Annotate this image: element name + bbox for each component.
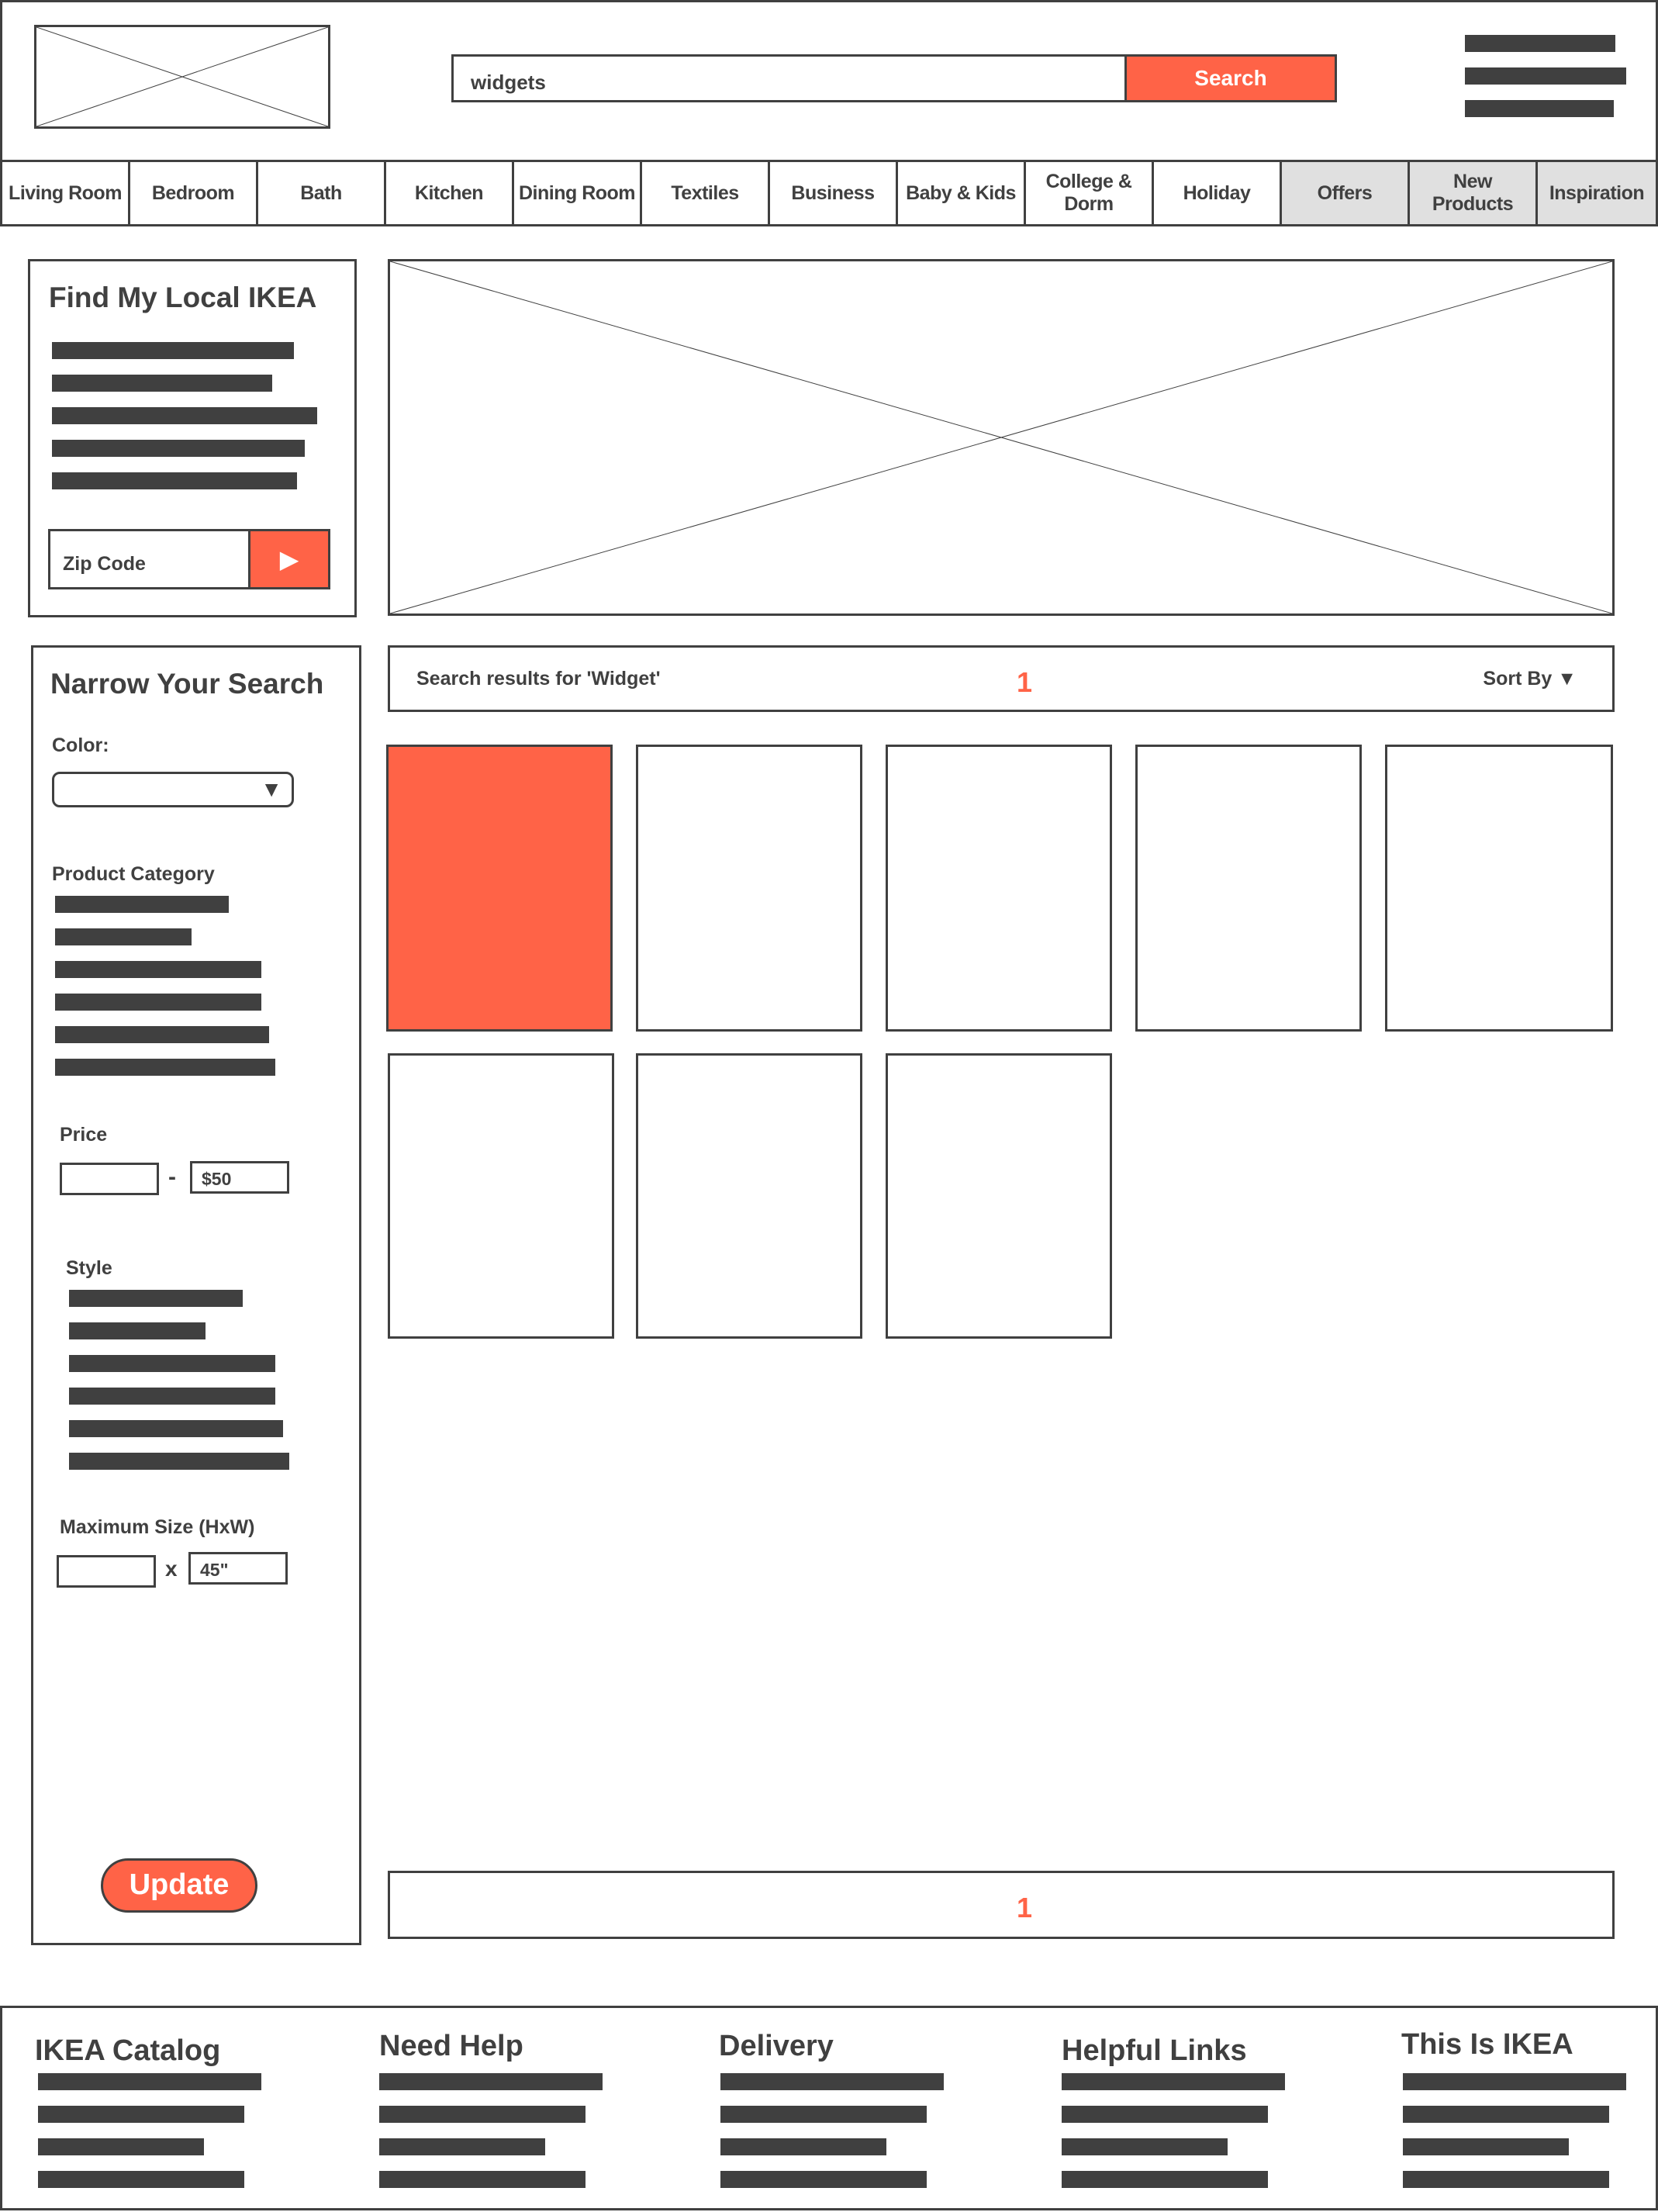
footer-link[interactable]: [379, 2106, 585, 2123]
triangle-down-icon: ▼: [261, 777, 282, 801]
footer-link[interactable]: [1403, 2171, 1609, 2188]
text-line: [52, 440, 305, 457]
footer-link[interactable]: [1062, 2106, 1268, 2123]
style-option[interactable]: [69, 1388, 275, 1405]
footer-title-need-help[interactable]: Need Help: [379, 2030, 523, 2062]
footer-link[interactable]: [379, 2073, 603, 2090]
category-option[interactable]: [55, 961, 261, 978]
product-tile[interactable]: [388, 1053, 614, 1339]
page-number-top[interactable]: 1: [1017, 666, 1033, 698]
size-separator: x: [165, 1557, 178, 1581]
footer-link[interactable]: [1062, 2171, 1268, 2188]
filter-panel: [31, 645, 361, 1945]
category-option[interactable]: [55, 1026, 269, 1043]
zip-code-input[interactable]: Zip Code: [48, 529, 251, 589]
product-category-label: Product Category: [52, 863, 215, 885]
category-option[interactable]: [55, 928, 192, 945]
nav-item-kitchen[interactable]: Kitchen: [386, 162, 514, 224]
update-button[interactable]: Update: [101, 1858, 257, 1913]
nav-item-business[interactable]: Business: [770, 162, 898, 224]
page-number-bottom[interactable]: 1: [1017, 1892, 1033, 1923]
text-line: [52, 407, 317, 424]
price-max-input[interactable]: $50: [190, 1161, 289, 1194]
hamburger-menu-icon[interactable]: [1458, 28, 1629, 121]
category-nav: [0, 160, 1658, 226]
color-select[interactable]: [52, 772, 294, 807]
nav-item-new-products[interactable]: New Products: [1410, 162, 1538, 224]
nav-item-baby-kids[interactable]: Baby & Kids: [898, 162, 1026, 224]
footer-link[interactable]: [1403, 2106, 1609, 2123]
style-option[interactable]: [69, 1290, 243, 1307]
product-tile[interactable]: [886, 1053, 1112, 1339]
footer-link[interactable]: [720, 2073, 944, 2090]
max-width-input[interactable]: 45": [188, 1552, 288, 1585]
footer-link[interactable]: [720, 2171, 927, 2188]
nav-item-bedroom[interactable]: Bedroom: [130, 162, 258, 224]
nav-item-offers[interactable]: Offers: [1282, 162, 1410, 224]
product-tile[interactable]: [886, 745, 1112, 1032]
price-min-input[interactable]: [60, 1163, 159, 1195]
category-option[interactable]: [55, 1059, 275, 1076]
footer-link[interactable]: [1403, 2073, 1626, 2090]
color-label: Color:: [52, 734, 109, 756]
category-option[interactable]: [55, 896, 229, 913]
price-separator: -: [168, 1164, 176, 1190]
search-button[interactable]: Search: [1124, 54, 1337, 102]
footer-title-this-is-ikea[interactable]: This Is IKEA: [1401, 2028, 1573, 2061]
nav-item-bath[interactable]: Bath: [258, 162, 386, 224]
zip-submit-button[interactable]: [248, 529, 330, 589]
footer-title-delivery[interactable]: Delivery: [719, 2030, 834, 2062]
style-option[interactable]: [69, 1453, 289, 1470]
footer-link[interactable]: [38, 2106, 244, 2123]
text-line: [52, 375, 272, 392]
footer-link[interactable]: [720, 2106, 927, 2123]
hero-banner-placeholder[interactable]: [388, 259, 1615, 616]
product-tile[interactable]: [1385, 745, 1613, 1032]
product-tile[interactable]: [636, 1053, 862, 1339]
results-query-text: Search results for 'Widget': [416, 668, 661, 690]
max-size-label: Maximum Size (HxW): [60, 1516, 255, 1538]
nav-item-textiles[interactable]: Textiles: [642, 162, 770, 224]
footer-link[interactable]: [379, 2138, 545, 2155]
search-input[interactable]: widgets: [451, 54, 1126, 102]
style-option[interactable]: [69, 1355, 275, 1372]
footer-link[interactable]: [720, 2138, 886, 2155]
footer-link[interactable]: [1403, 2138, 1569, 2155]
local-store-title: Find My Local IKEA: [49, 282, 317, 313]
category-option[interactable]: [55, 994, 261, 1011]
footer-link[interactable]: [38, 2073, 261, 2090]
nav-item-dining-room[interactable]: Dining Room: [514, 162, 642, 224]
filter-title: Narrow Your Search: [50, 668, 324, 700]
style-label: Style: [66, 1257, 112, 1279]
site-footer: [0, 2006, 1658, 2210]
footer-link[interactable]: [38, 2138, 204, 2155]
footer-link[interactable]: [1062, 2138, 1228, 2155]
style-option[interactable]: [69, 1322, 206, 1339]
footer-title-helpful-links[interactable]: Helpful Links: [1062, 2034, 1247, 2067]
results-header: [388, 645, 1615, 712]
logo-placeholder[interactable]: [34, 25, 330, 129]
text-line: [52, 342, 294, 359]
nav-item-holiday[interactable]: Holiday: [1154, 162, 1282, 224]
nav-item-living-room[interactable]: Living Room: [2, 162, 130, 224]
play-arrow-icon: ▶: [279, 545, 299, 573]
footer-link[interactable]: [1062, 2073, 1285, 2090]
nav-item-college-dorm[interactable]: College & Dorm: [1026, 162, 1154, 224]
max-height-input[interactable]: [57, 1555, 156, 1588]
sort-by-dropdown[interactable]: Sort By ▼: [1483, 668, 1577, 690]
nav-item-inspiration[interactable]: Inspiration: [1538, 162, 1656, 224]
footer-title-ikea-catalog[interactable]: IKEA Catalog: [35, 2034, 221, 2067]
pagination-bar: [388, 1871, 1615, 1939]
product-tile[interactable]: [1135, 745, 1362, 1032]
footer-link[interactable]: [38, 2171, 244, 2188]
style-option[interactable]: [69, 1420, 283, 1437]
product-tile[interactable]: [636, 745, 862, 1032]
text-line: [52, 472, 297, 489]
price-label: Price: [60, 1124, 108, 1146]
product-tile[interactable]: [386, 745, 613, 1032]
footer-link[interactable]: [379, 2171, 585, 2188]
